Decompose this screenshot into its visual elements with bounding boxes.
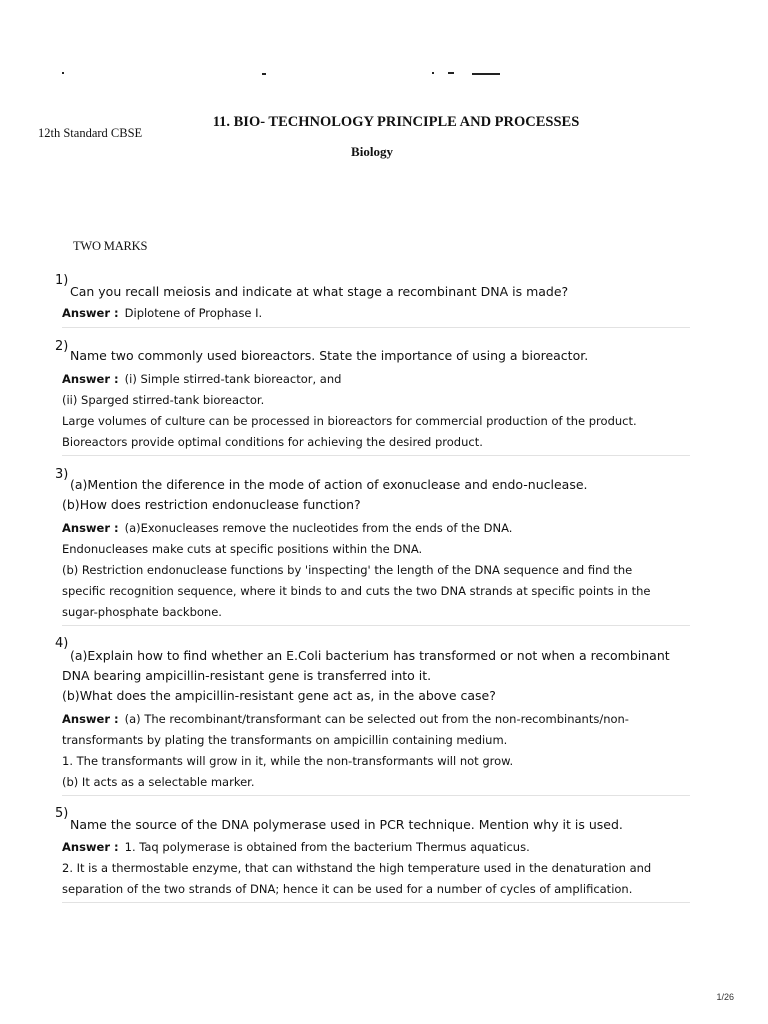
answer-label: Answer : [62, 372, 119, 386]
answer-line: Answer : Diplotene of Prophase I. [62, 306, 263, 320]
scan-artifacts [0, 72, 768, 80]
question-line: Name two commonly used bioreactors. State the importance of using a bioreactor. [70, 348, 589, 363]
page-number: 1/26 [716, 992, 734, 1002]
question-number: 4) [55, 636, 69, 651]
answer-label: Answer : [62, 521, 119, 535]
answer-line: (ii) Sparged stirred-tank bioreactor. [62, 393, 265, 407]
answer-line: 2. It is a thermostable enzyme, that can withstand the high temperature used in the denaturation and [62, 861, 652, 875]
question-line: (b)How does restriction endonuclease function? [62, 497, 361, 512]
question-text [62, 282, 702, 302]
answer-line: 1. The transformants will grow in it, while the non-transformants will not grow. [62, 754, 514, 768]
answer-line: Endonucleases make cuts at specific positions within the DNA. [62, 542, 423, 556]
answer-line: specific recognition sequence, where it binds to and cuts the two DNA strands at specific points in the [62, 584, 651, 598]
answer-block [62, 709, 702, 793]
answer-line: transformants by plating the transformants on ampicillin containing medium. [62, 733, 508, 747]
answer-line: Answer : 1. Taq polymerase is obtained from the bacterium Thermus aquaticus. [62, 840, 530, 854]
subject-label: Biology [351, 144, 393, 159]
question-line: DNA bearing ampicillin-resistant gene is transferred into it. [62, 668, 432, 683]
page-title: 11. BIO- TECHNOLOGY PRINCIPLE AND PROCESSES [212, 114, 580, 130]
answer-label: Answer : [62, 306, 119, 320]
question-number: 5) [55, 806, 69, 821]
answer-label: Answer : [62, 712, 119, 726]
question-number: 1) [55, 273, 69, 288]
answer-line: Large volumes of culture can be processed in bioreactors for commercial production of the product. [62, 414, 637, 428]
answer-line: sugar-phosphate backbone. [62, 605, 222, 619]
standard-label: 12th Standard CBSE [38, 126, 143, 140]
answer-line: separation of the two strands of DNA; hence it can be used for a number of cycles of amplification. [62, 882, 633, 896]
question-line: (a)Mention the diference in the mode of action of exonuclease and endo-nuclease. [70, 477, 588, 492]
divider [62, 327, 690, 328]
answer-line: Answer : (i) Simple stirred-tank bioreactor, and [62, 372, 342, 386]
question-number: 3) [55, 467, 69, 482]
question-line: (b)What does the ampicillin-resistant gene act as, in the above case? [62, 688, 496, 703]
section-heading: TWO MARKS [73, 239, 148, 253]
answer-block [62, 837, 702, 900]
answer-block [62, 369, 702, 453]
divider [62, 795, 690, 796]
question-number: 2) [55, 339, 69, 354]
answer-line: Answer : (a)Exonucleases remove the nucleotides from the ends of the DNA. [62, 521, 513, 535]
answer-block [62, 303, 702, 324]
question-line: Name the source of the DNA polymerase used in PCR technique. Mention why it is used. [70, 817, 623, 832]
answer-line: (b) Restriction endonuclease functions by 'inspecting' the length of the DNA sequence and find the [62, 563, 633, 577]
question-line: (a)Explain how to find whether an E.Coli bacterium has transformed or not when a recombinant [70, 648, 670, 663]
answer-block [62, 518, 702, 623]
question-text [62, 475, 702, 515]
divider [62, 625, 690, 626]
answer-line: (b) It acts as a selectable marker. [62, 775, 255, 789]
question-text [62, 646, 702, 706]
answer-line: Answer : (a) The recombinant/transformant can be selected out from the non-recombinants/non- [62, 712, 629, 726]
answer-label: Answer : [62, 840, 119, 854]
divider [62, 455, 690, 456]
divider [62, 902, 690, 903]
question-text [62, 815, 702, 835]
question-line: Can you recall meiosis and indicate at what stage a recombinant DNA is made? [70, 284, 569, 299]
answer-line: Bioreactors provide optimal conditions for achieving the desired product. [62, 435, 483, 449]
question-text [62, 346, 702, 366]
